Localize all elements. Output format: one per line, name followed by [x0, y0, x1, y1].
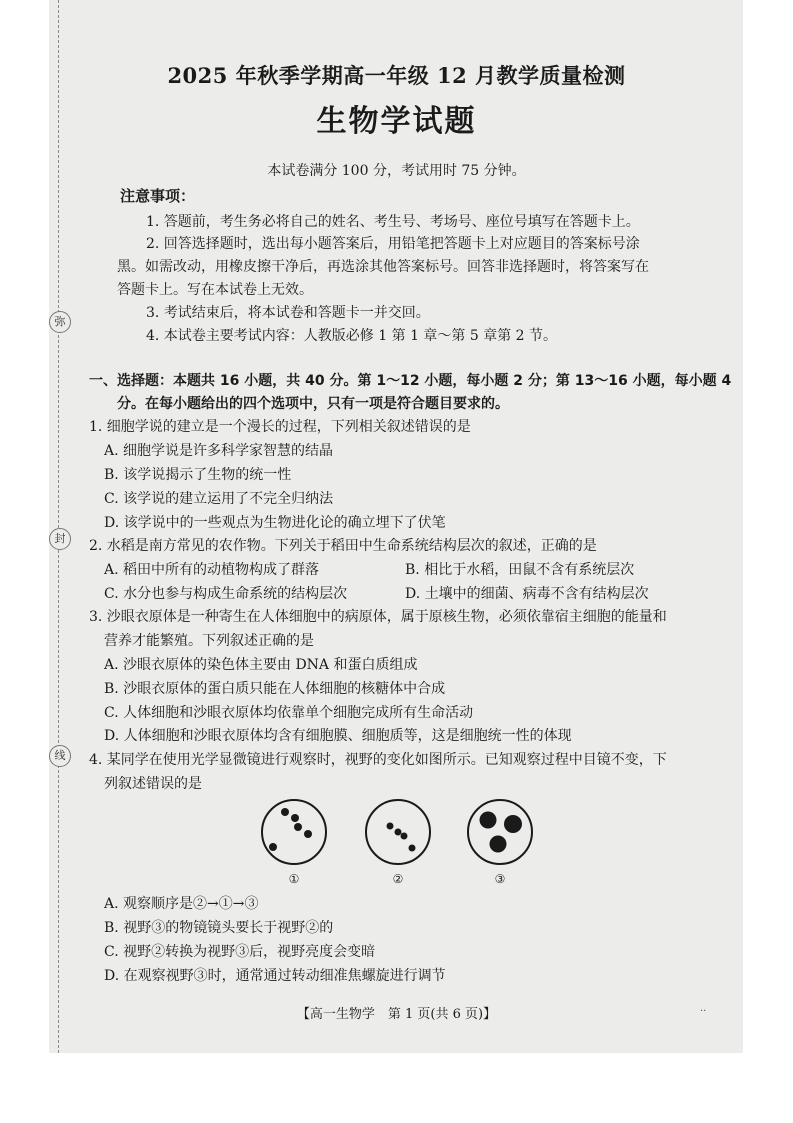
figure-label-1: ①: [288, 872, 300, 886]
q2-option-a: A. 稻田中所有的动植物构成了群落: [104, 562, 320, 578]
notice-heading: 注意事项：: [120, 187, 196, 205]
notice-line: 2. 回答选择题时，选出每小题答案后，用铅笔把答题卡上对应题目的答案标号涂: [146, 236, 640, 252]
q2-option-d: D. 土壤中的细菌、病毒不含有结构层次: [405, 586, 649, 602]
microscope-field-figure: [258, 798, 538, 888]
section-instructions: 一、选择题：本题共 16 小题，共 40 分。第 1～12 小题，每小题 2 分；第 13～16 小题，每小题 4: [89, 373, 732, 389]
field-of-view-3: [468, 800, 532, 864]
question-4-stem-cont: 列叙述错误的是: [104, 776, 202, 792]
section-instructions: 分。在每小题给出的四个选项中，只有一项是符合题目要求的。: [117, 396, 509, 412]
binding-mark-mi: 弥: [49, 311, 71, 333]
q1-option-b: B. 该学说揭示了生物的统一性: [104, 467, 292, 483]
notice-line: 3. 考试结束后，将本试卷和答题卡一并交回。: [146, 305, 430, 321]
binding-mark-feng: 封: [49, 528, 71, 550]
question-3-stem-cont: 营养才能繁殖。下列叙述正确的是: [104, 633, 314, 649]
page-footer: 【高一生物学 第 1 页(共 6 页)】: [296, 1007, 497, 1022]
q3-option-d: D. 人体细胞和沙眼衣原体均含有细胞膜、细胞质等，这是细胞统一性的体现: [104, 728, 572, 744]
exam-title: 2025 年秋季学期高一年级 12 月教学质量检测: [167, 63, 626, 88]
subject-title: 生物学试题: [316, 104, 477, 139]
q3-option-a: A. 沙眼衣原体的染色体主要由 DNA 和蛋白质组成: [104, 657, 418, 673]
q3-option-b: B. 沙眼衣原体的蛋白质只能在人体细胞的核糖体中合成: [104, 681, 446, 697]
field-of-view-2: [366, 800, 430, 864]
q4-option-a: A. 观察顺序是②→①→③: [104, 896, 259, 912]
scan-speck: ··: [700, 1006, 707, 1017]
q4-option-c: C. 视野②转换为视野③后，视野亮度会变暗: [104, 944, 376, 960]
notice-line: 答题卡上。写在本试卷上无效。: [117, 282, 313, 298]
question-3-stem: 3. 沙眼衣原体是一种寄生在人体细胞中的病原体，属于原核生物，必须依靠宿主细胞的能量和: [89, 609, 667, 625]
figure-label-3: ③: [494, 872, 506, 886]
question-1-stem: 1. 细胞学说的建立是一个漫长的过程，下列相关叙述错误的是: [89, 419, 471, 435]
q4-option-b: B. 视野③的物镜镜头要长于视野②的: [104, 920, 334, 936]
notice-line: 1. 答题前，考生务必将自己的姓名、考生号、考场号、座位号填写在答题卡上。: [146, 214, 640, 230]
notice-line: 4. 本试卷主要考试内容：人教版必修 1 第 1 章～第 5 章第 2 节。: [146, 328, 558, 344]
q2-option-c: C. 水分也参与构成生命系统的结构层次: [104, 586, 348, 602]
binding-dashed-line: [58, 0, 59, 1053]
q4-option-d: D. 在观察视野③时，通常通过转动细准焦螺旋进行调节: [104, 968, 446, 984]
q2-option-b: B. 相比于水稻，田鼠不含有系统层次: [405, 562, 635, 578]
question-2-stem: 2. 水稻是南方常见的农作物。下列关于稻田中生命系统结构层次的叙述，正确的是: [89, 538, 597, 554]
q1-option-c: C. 该学说的建立运用了不完全归纳法: [104, 491, 334, 507]
field-of-view-1: [262, 800, 326, 864]
question-4-stem: 4. 某同学在使用光学显微镜进行观察时，视野的变化如图所示。已知观察过程中目镜不变，下: [89, 752, 667, 768]
figure-label-2: ②: [392, 872, 404, 886]
q3-option-c: C. 人体细胞和沙眼衣原体均依靠单个细胞完成所有生命活动: [104, 705, 474, 721]
binding-mark-xian: 线: [49, 745, 71, 767]
exam-info: 本试卷满分 100 分，考试用时 75 分钟。: [267, 163, 526, 179]
q1-option-a: A. 细胞学说是许多科学家智慧的结晶: [104, 443, 334, 459]
q1-option-d: D. 该学说中的一些观点为生物进化论的确立埋下了伏笔: [104, 515, 446, 531]
notice-line: 黑。如需改动，用橡皮擦干净后，再选涂其他答案标号。回答非选择题时，将答案写在: [117, 259, 649, 275]
